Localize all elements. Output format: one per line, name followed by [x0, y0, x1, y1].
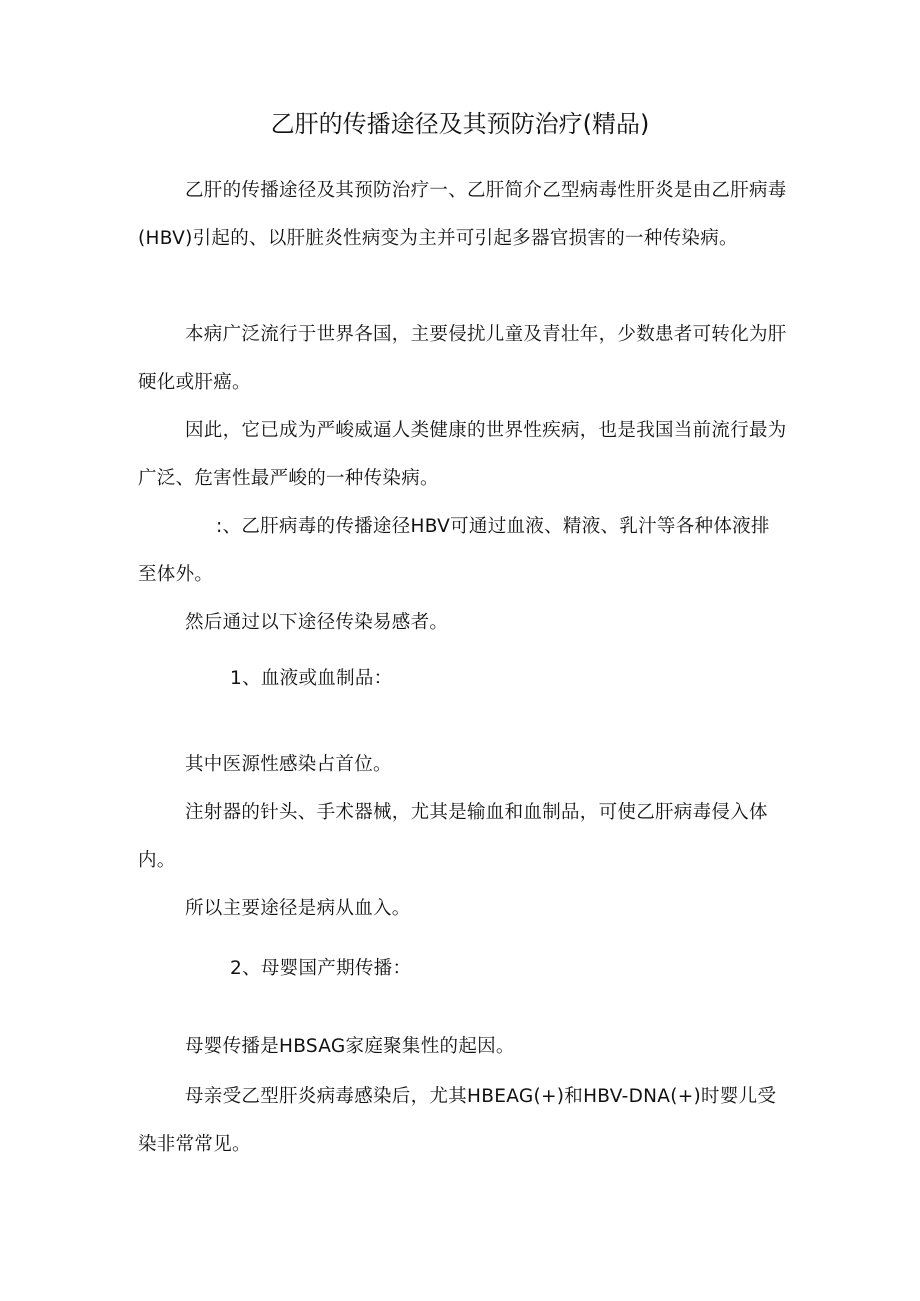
- paragraph-iatrogenic: 其中医源性感染占首位。: [185, 754, 392, 775]
- list-heading-blood: 1、血液或血制品：: [230, 668, 393, 689]
- paragraph-main-route: 所以主要途径是病从血入。: [185, 898, 411, 919]
- document-title: 乙肝的传播途径及其预防治疗(精品): [270, 110, 650, 138]
- paragraph-epidemiology: 本病广泛流行于世界各国，主要侵扰儿童及青壮年，少数患者可转化为肝硬化或肝癌。: [138, 324, 787, 393]
- paragraph-intro: 乙肝的传播途径及其预防治疗一、乙肝简介乙型病毒性肝炎是由乙肝病毒(HBV)引起的、以肝脏炎性病变为主并可引起多器官损害的一种传染病。: [138, 180, 787, 249]
- paragraph-needles: 注射器的针头、手术器械，尤其是输血和血制品，可使乙肝病毒侵入体内。: [138, 802, 768, 871]
- paragraph-family-clustering: 母婴传播是HBSAG家庭聚集性的起因。: [185, 1036, 515, 1057]
- list-heading-perinatal: 2、母婴国产期传播：: [230, 958, 412, 979]
- paragraph-routes-intro: 然后通过以下途径传染易感者。: [185, 612, 449, 633]
- paragraph-significance: 因此，它已成为严峻威逼人类健康的世界性疾病，也是我国当前流行最为广泛、危害性最严峻的一种传染病。: [138, 420, 787, 489]
- paragraph-transmission: :、乙肝病毒的传播途径HBV可通过血液、精液、乳汁等各种体液排至体外。: [138, 516, 770, 585]
- paragraph-mother-infection: 母亲受乙型肝炎病毒感染后，尤其HBEAG(+)和HBV-DNA(+)时婴儿受染非常常见。: [138, 1086, 777, 1155]
